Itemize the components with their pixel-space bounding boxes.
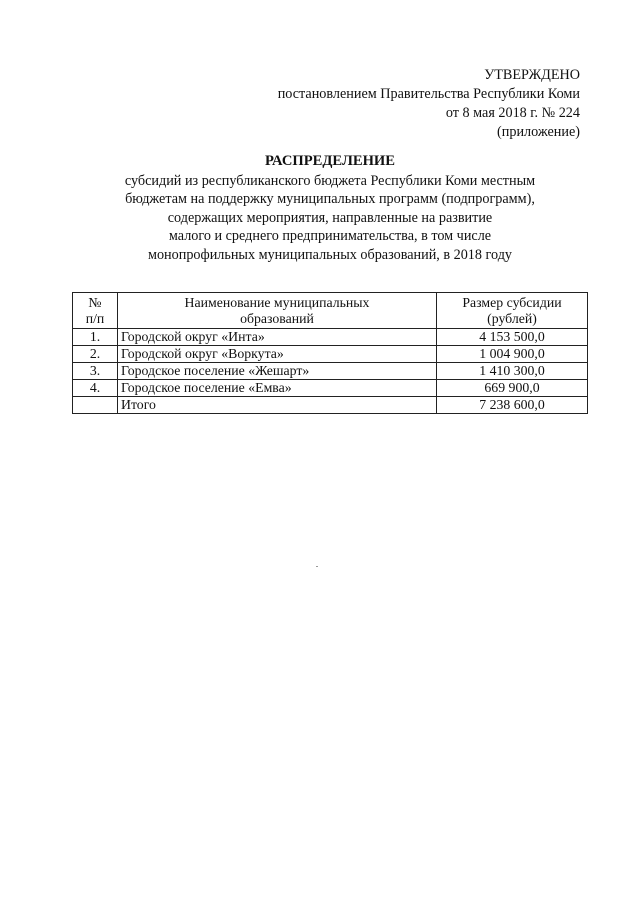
- table-header-row: [73, 293, 588, 329]
- row-number: 1.: [73, 329, 118, 346]
- header-amount: [437, 293, 588, 329]
- total-label: Итого: [118, 397, 437, 414]
- header-municipality-line2: образований: [240, 311, 314, 326]
- header-number-line2: п/п: [85, 311, 105, 326]
- approval-resolution: постановлением Правительства Республики Коми: [277, 86, 580, 102]
- header-municipality-line1: Наименование муниципальных: [184, 295, 370, 310]
- total-amount: 7 238 600,0: [437, 397, 588, 414]
- table-row: [73, 346, 588, 363]
- row-number: 2.: [73, 346, 118, 363]
- approval-date-number: от 8 мая 2018 г. № 224: [445, 105, 580, 121]
- row-number: 4.: [73, 380, 118, 397]
- title-line: малого и среднего предпринимательства, в том числе: [168, 228, 492, 244]
- approval-attachment: (приложение): [497, 124, 580, 140]
- table-row: [73, 363, 588, 380]
- row-amount: 669 900,0: [437, 380, 588, 397]
- title-line: монопрофильных муниципальных образований, в 2018 году: [147, 246, 513, 263]
- row-number: 3.: [73, 363, 118, 380]
- row-amount: 4 153 500,0: [437, 329, 588, 346]
- title-line: субсидий из республиканского бюджета Республики Коми местным: [124, 172, 536, 189]
- header-municipality: [118, 293, 437, 329]
- subsidy-table: [72, 292, 588, 414]
- row-amount: 1 410 300,0: [437, 363, 588, 380]
- document-heading: РАСПРЕДЕЛЕНИЕ: [264, 153, 396, 169]
- row-municipality: Городской округ «Инта»: [118, 329, 437, 346]
- scan-speck: [316, 566, 318, 567]
- header-amount-line1: Размер субсидии: [462, 295, 562, 310]
- header-number: [73, 293, 118, 329]
- header-amount-line2: (рублей): [487, 311, 537, 326]
- table-row: [73, 329, 588, 346]
- total-number: [73, 397, 118, 414]
- row-municipality: Городское поселение «Жешарт»: [118, 363, 437, 380]
- approval-stamp: [278, 66, 580, 142]
- header-number-line1: №: [88, 295, 102, 310]
- table-row: [73, 380, 588, 397]
- document-title: [70, 152, 590, 264]
- row-amount: 1 004 900,0: [437, 346, 588, 363]
- row-municipality: Городской округ «Воркута»: [118, 346, 437, 363]
- table-total-row: [73, 397, 588, 414]
- row-municipality: Городское поселение «Емва»: [118, 380, 437, 397]
- title-line: содержащих мероприятия, направленные на развитие: [167, 209, 493, 226]
- title-line: бюджетам на поддержку муниципальных программ (подпрограмм),: [125, 191, 535, 207]
- approval-label: УТВЕРЖДЕНО: [484, 67, 580, 83]
